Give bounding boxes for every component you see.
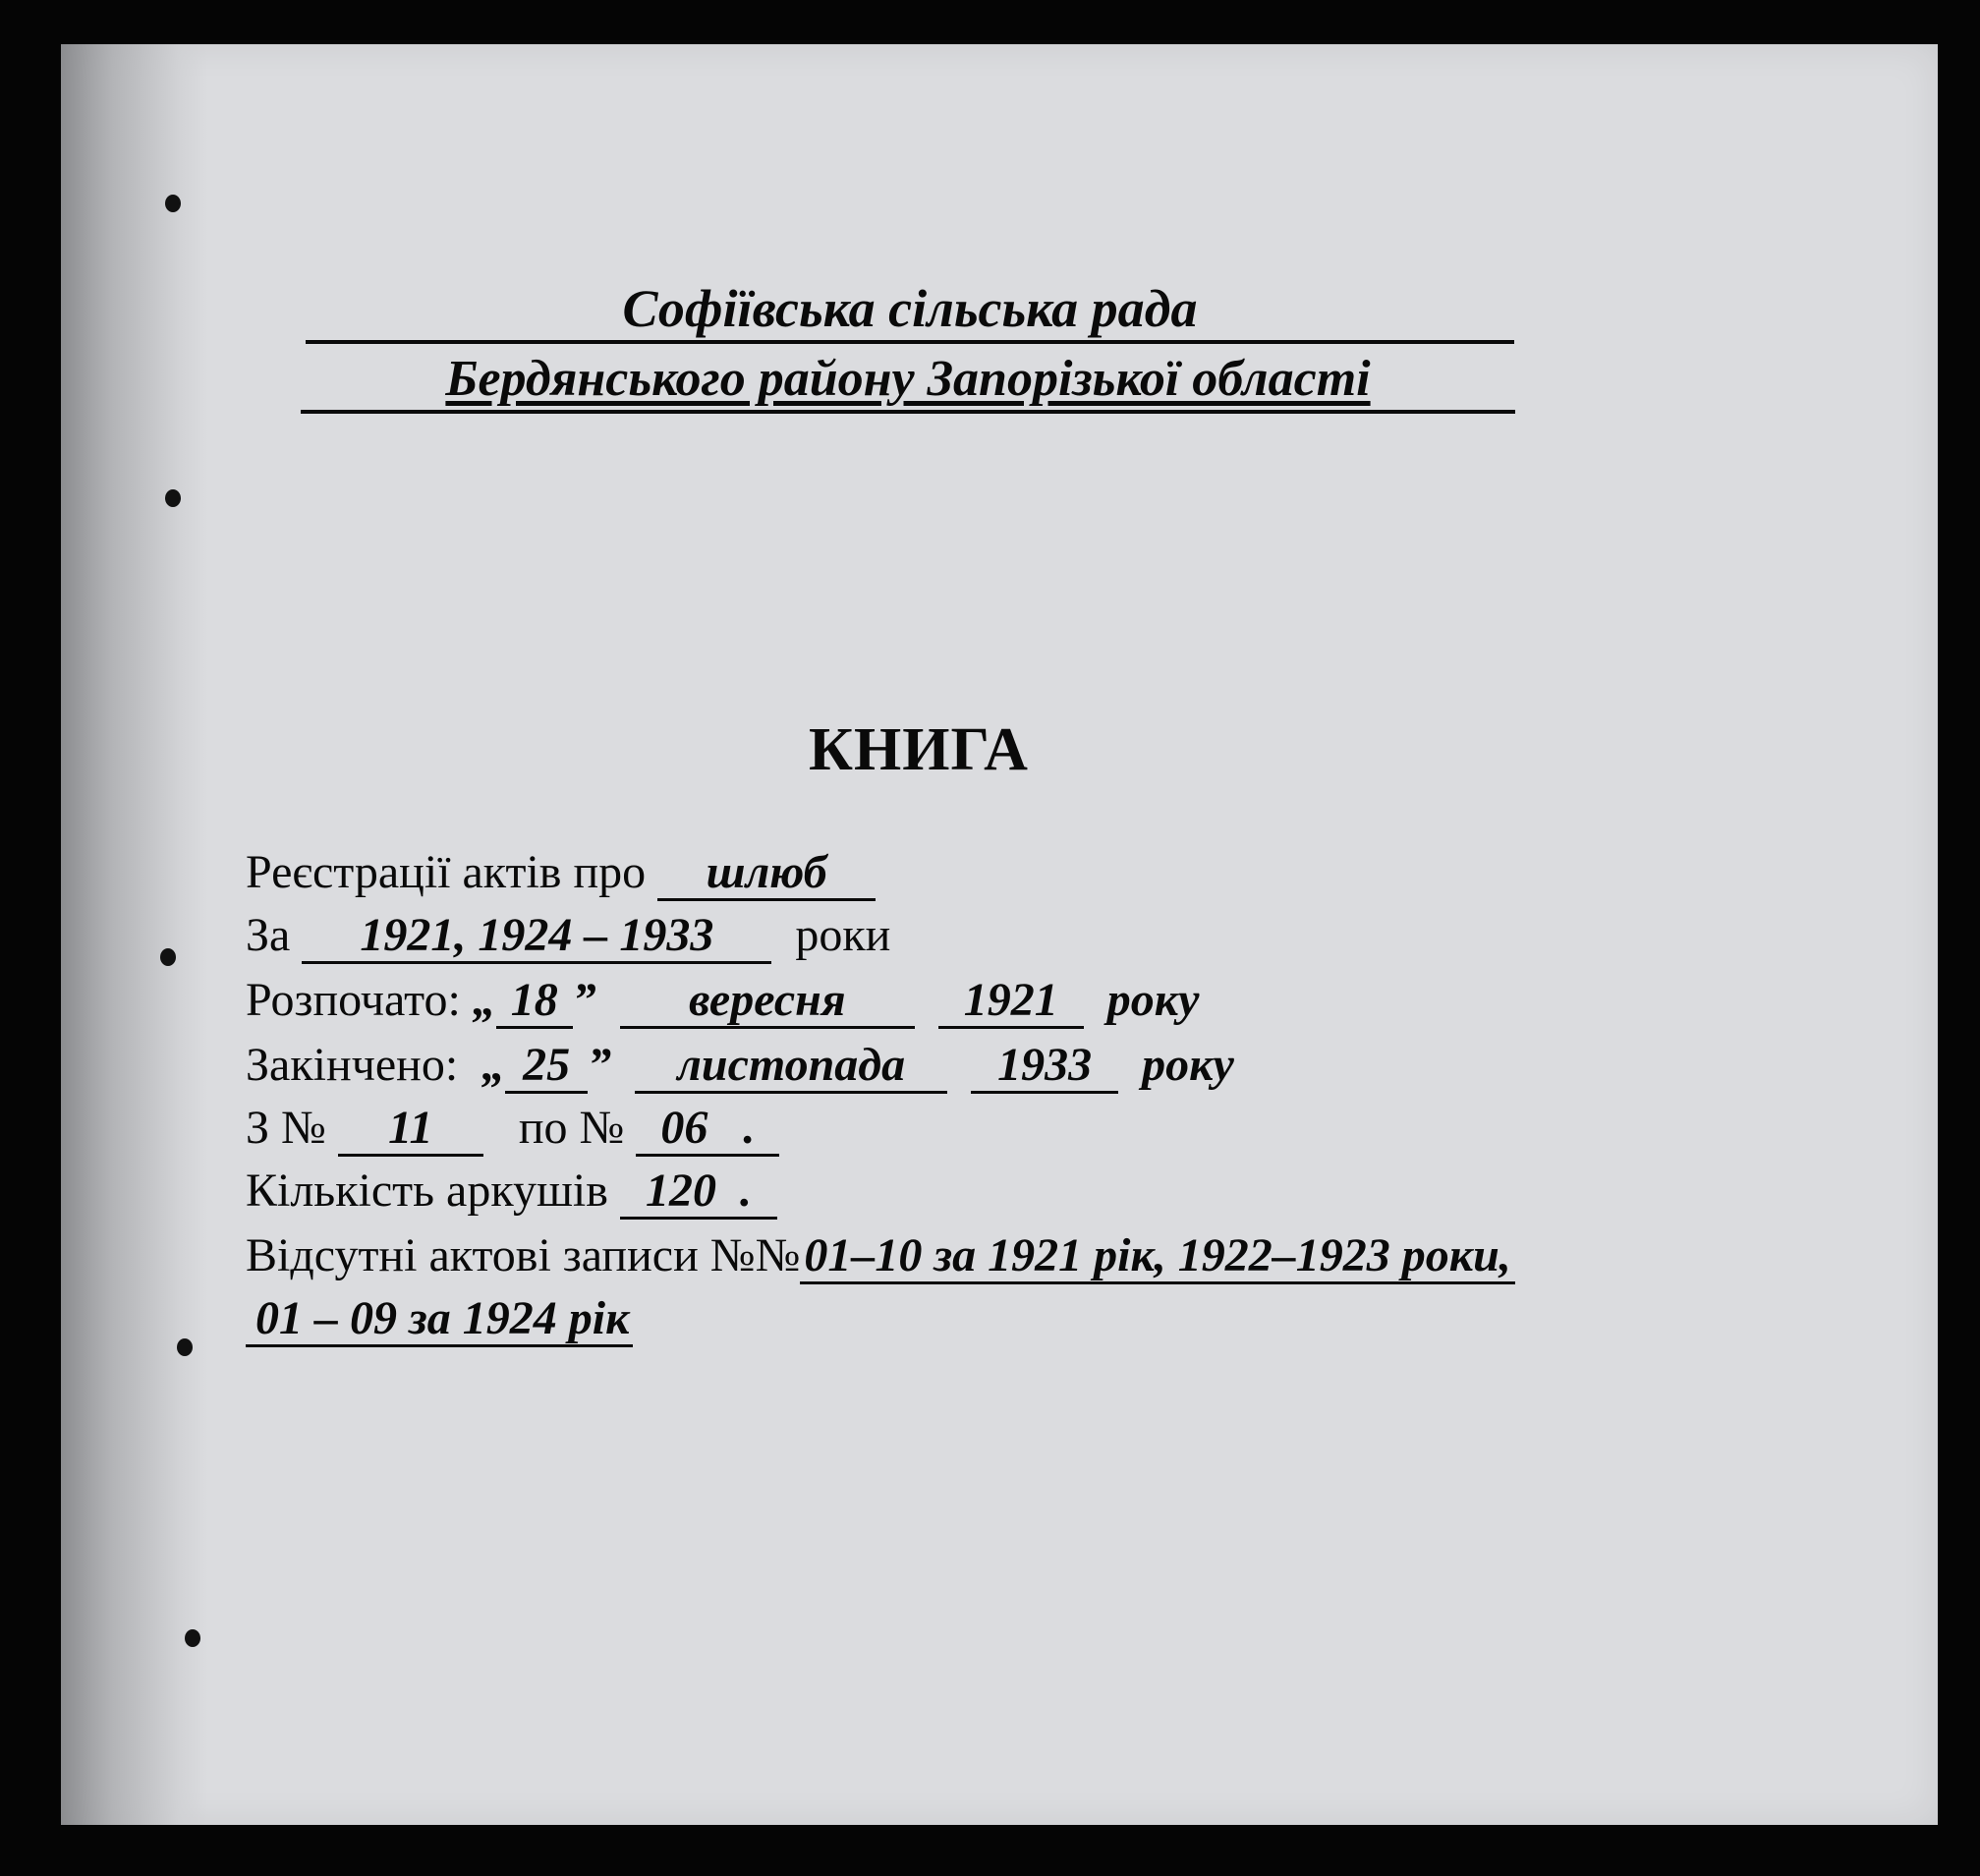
binding-hole bbox=[177, 1338, 193, 1356]
missing-value-2: 01 – 09 за 1924 рік bbox=[246, 1293, 633, 1347]
started-year: 1921 bbox=[938, 975, 1084, 1029]
started-close-quote: ” bbox=[572, 974, 596, 1026]
missing-line bbox=[246, 1226, 1515, 1285]
numbers-line bbox=[246, 1099, 779, 1158]
from-number-value: 11 bbox=[338, 1103, 483, 1157]
torn-binding-edge bbox=[61, 44, 208, 1825]
missing-line-2 bbox=[246, 1289, 633, 1348]
finished-line bbox=[246, 1036, 1234, 1095]
binding-hole bbox=[165, 489, 181, 507]
finished-open-quote: „ bbox=[481, 1039, 506, 1091]
started-month: вересня bbox=[620, 975, 915, 1029]
registration-value: шлюб bbox=[657, 847, 876, 901]
sheets-label: Кількість аркушів bbox=[246, 1165, 608, 1217]
years-line bbox=[246, 906, 890, 965]
from-number-label: З № bbox=[246, 1102, 326, 1154]
to-number-label: по № bbox=[518, 1102, 625, 1154]
started-suffix: року bbox=[1106, 974, 1200, 1026]
started-day: 18 bbox=[496, 975, 573, 1029]
finished-suffix: року bbox=[1142, 1039, 1234, 1091]
started-line bbox=[246, 971, 1199, 1030]
sheets-line bbox=[246, 1162, 777, 1221]
to-number-value: 06 . bbox=[636, 1103, 779, 1157]
years-value: 1921, 1924 – 1933 bbox=[302, 910, 771, 964]
years-suffix: роки bbox=[795, 909, 891, 961]
missing-label: Відсутні актові записи №№ bbox=[246, 1229, 801, 1281]
sheets-value: 120 . bbox=[620, 1165, 777, 1220]
started-label: Розпочато: bbox=[246, 974, 461, 1026]
years-prefix: За bbox=[246, 909, 291, 961]
binding-hole bbox=[185, 1629, 200, 1647]
started-open-quote: „ bbox=[472, 974, 496, 1026]
finished-year: 1933 bbox=[971, 1040, 1118, 1094]
registration-line bbox=[246, 843, 876, 902]
district-name: Бердянського району Запорізької області bbox=[301, 349, 1515, 414]
registration-label: Реєстрації актів про bbox=[246, 846, 647, 898]
document-title: КНИГА bbox=[809, 716, 1029, 783]
finished-label: Закінчено: bbox=[246, 1039, 459, 1091]
binding-hole bbox=[165, 195, 181, 212]
missing-value: 01–10 за 1921 рік, 1922–1923 роки, bbox=[800, 1230, 1514, 1284]
council-name: Софіївська сільська рада bbox=[306, 277, 1514, 344]
finished-day: 25 bbox=[505, 1040, 588, 1094]
finished-month: листопада bbox=[635, 1040, 947, 1094]
binding-hole bbox=[160, 948, 176, 966]
finished-close-quote: ” bbox=[588, 1039, 612, 1091]
